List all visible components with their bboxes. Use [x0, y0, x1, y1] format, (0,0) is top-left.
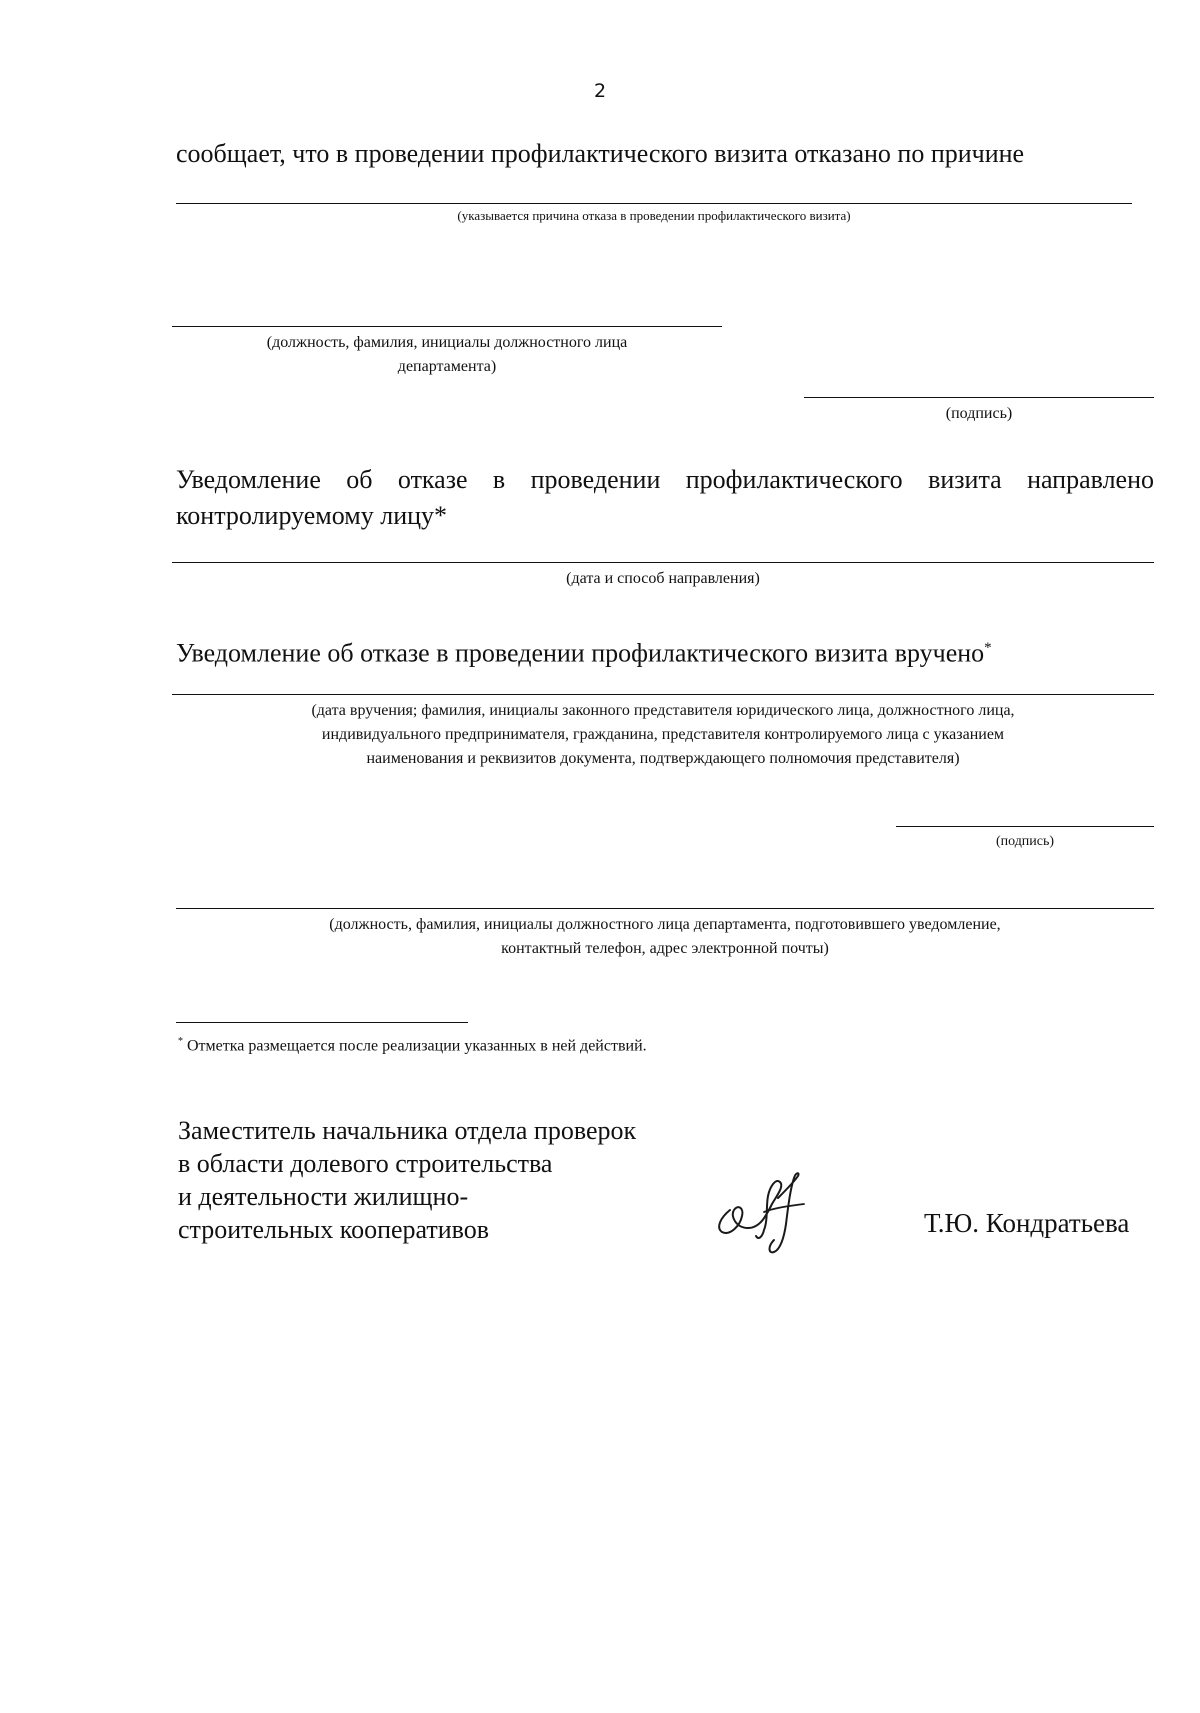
official-position-caption-1: (должность, фамилия, инициалы должностного лица [266, 334, 628, 351]
official-signature-caption: (подпись) [945, 405, 1013, 422]
preparer-line [176, 908, 1154, 909]
handed-notice-caption-1: (дата вручения; фамилия, инициалы законного представителя юридического лица, должностного лица, [311, 702, 1015, 719]
handed-notice-caption-2: индивидуального предпринимателя, гражданина, представителя контролируемого лица с указанием [321, 726, 1005, 743]
sent-notice-caption: (дата и способ направления) [566, 570, 760, 587]
handed-notice-text: Уведомление об отказе в проведении профилактического визита вручено [176, 638, 985, 668]
refusal-reason-caption: (указывается причина отказа в проведении профилактического визита) [457, 208, 851, 223]
footnote-separator [176, 1022, 468, 1023]
signatory-position [178, 1114, 636, 1246]
handed-notice-line [172, 694, 1154, 695]
signatory-position-line-3: и деятельности жилищно- [178, 1182, 469, 1211]
signatory-position-line-2: в области долевого строительства [178, 1149, 553, 1178]
footnote-mark: * [178, 1036, 183, 1047]
signatory-name: Т.Ю. Кондратьева [924, 1208, 1130, 1238]
sent-notice-line-2: контролируемому лицу* [176, 501, 448, 530]
official-position-line [172, 326, 722, 327]
sent-notice-line-1: Уведомление об отказе в проведении профилактического визита направлено [176, 465, 1154, 494]
handed-notice-mark: * [984, 640, 992, 656]
signatory-position-line-4: строительных кооперативов [178, 1215, 490, 1244]
recipient-signature-line [896, 826, 1154, 827]
handed-notice-caption-3: наименования и реквизитов документа, подтверждающего полномочия представителя) [366, 750, 960, 767]
preparer-caption-1: (должность, фамилия, инициалы должностного лица департамента, подготовившего уведомление, [329, 916, 1001, 933]
footnote-text: Отметка размещается после реализации указанных в ней действий. [183, 1037, 647, 1055]
official-signature-line [804, 397, 1154, 398]
footnote [178, 1036, 647, 1055]
refusal-statement: сообщает, что в проведении профилактического визита отказано по причине [176, 139, 1025, 168]
signatory-position-line-1: Заместитель начальника отдела проверок [178, 1116, 637, 1145]
preparer-caption-2: контактный телефон, адрес электронной почты) [501, 940, 829, 957]
sent-notice-date-line [172, 562, 1154, 563]
refusal-reason-line [176, 203, 1132, 204]
official-position-caption-2: департамента) [397, 358, 497, 375]
page-number: 2 [593, 80, 607, 102]
handwritten-signature [708, 1168, 828, 1260]
recipient-signature-caption: (подпись) [995, 834, 1055, 849]
handed-notice-statement [176, 630, 992, 672]
